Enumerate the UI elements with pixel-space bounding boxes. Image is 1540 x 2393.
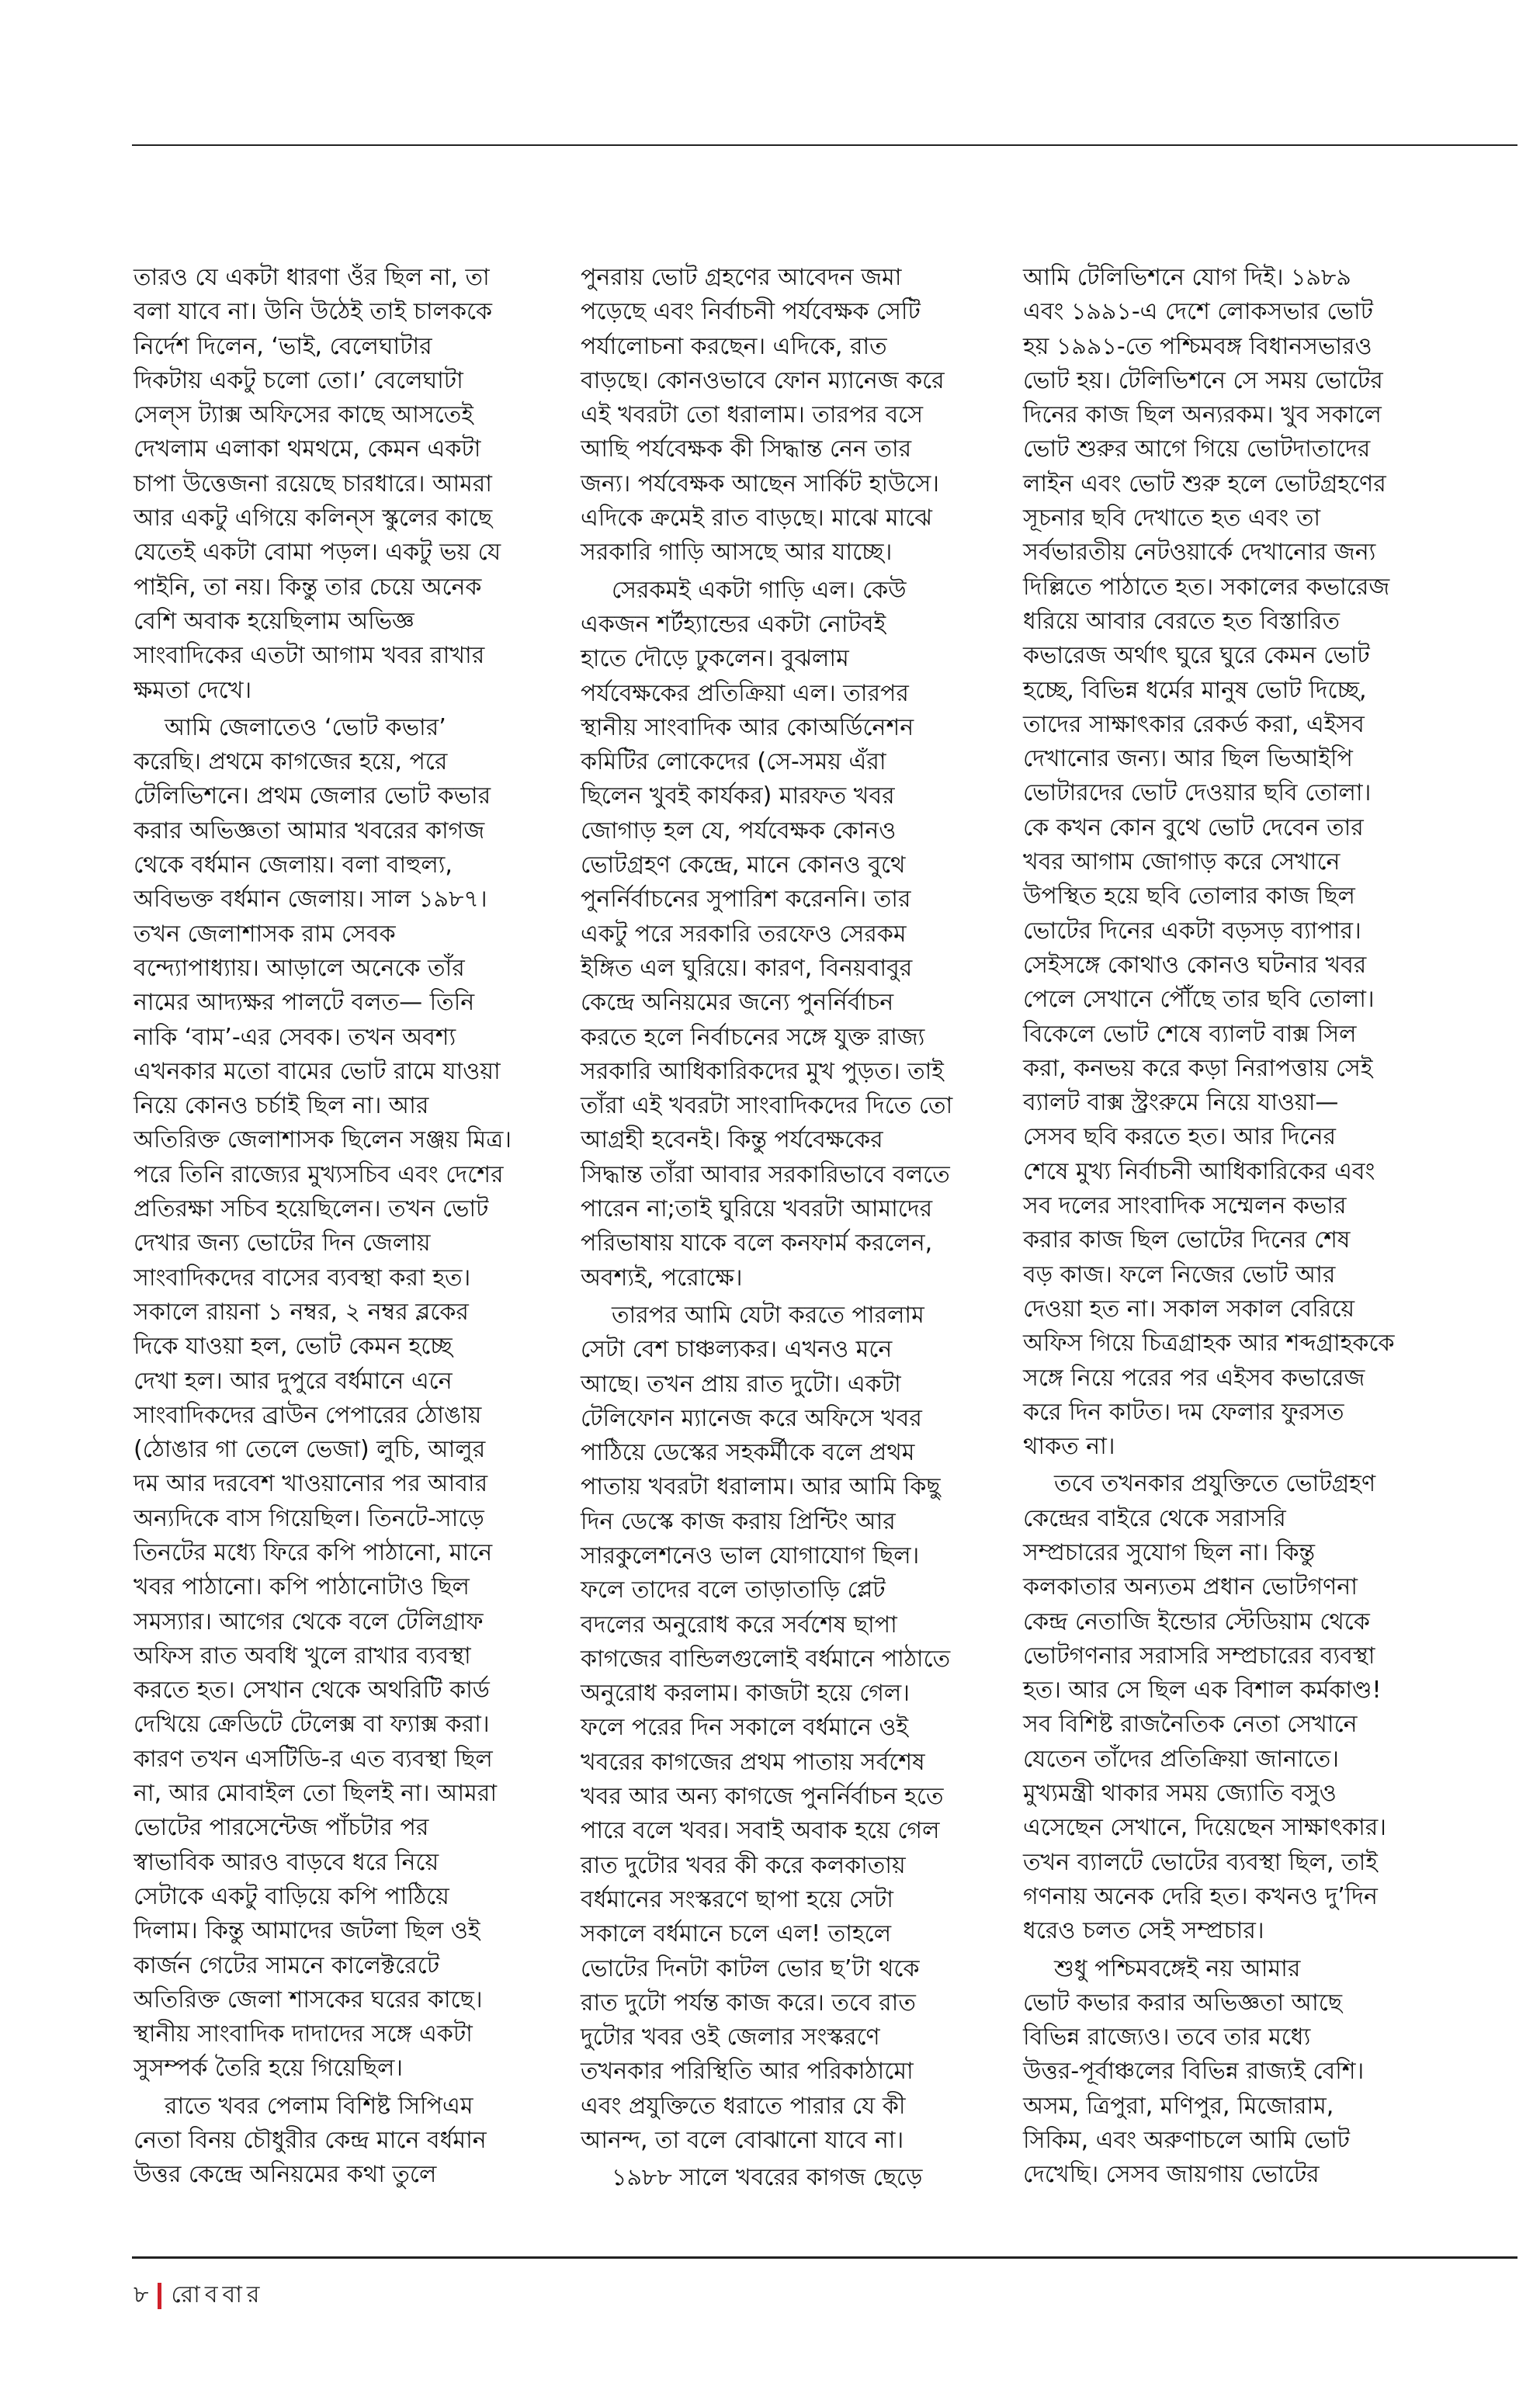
text-line: তারপর আমি যেটা করতে পারলাম [612, 1301, 924, 1329]
text-line: হত। আর সে ছিল এক বিশাল কর্মকাণ্ড! [1023, 1677, 1382, 1705]
text-line: করা, কনভয় করে কড়া নিরাপত্তায় সেই [1023, 1054, 1373, 1082]
text-line: সেটা বেশ চাঞ্চল্যকর। এখনও মনে [581, 1336, 893, 1364]
text-line: অনুরোধ করলাম। কাজটা হয়ে গেল। [581, 1680, 910, 1708]
text-line: খবর পাঠানো। কপি পাঠানোটাও ছিল [134, 1573, 470, 1601]
text-line: গণনায় অনেক দেরি হত। কখনও দু’দিন [1023, 1882, 1378, 1910]
text-line: পর্যবেক্ষকের প্রতিক্রিয়া এল। তারপর [581, 679, 909, 707]
text-line: দিন ডেস্কে কাজ করায় প্রিন্টিং আর [581, 1507, 896, 1535]
text-line: সেইসঙ্গে কোথাও কোনও ঘটনার খবর [1023, 951, 1367, 979]
paragraph [1023, 261, 1419, 1464]
text-line: আর একটু এগিয়ে কলিন্‌স স্কুলের কাছে [134, 505, 493, 532]
text-line: ধরিয়ে আবার বেরতে হত বিস্তারিত [1023, 607, 1341, 635]
header-rule [132, 144, 1517, 146]
paragraph [1023, 1467, 1419, 1948]
text-line: উত্তর কেন্দ্রে অনিয়মের কথা তুলে [134, 2161, 437, 2189]
text-line: অতিরিক্ত জেলা শাসকের ঘরের কাছে। [134, 1985, 483, 2013]
text-line: কারণ তখন এসটিডি-র এত ব্যবস্থা ছিল [134, 1745, 493, 1773]
text-line: তাঁরা এই খবরটা সাংবাদিকদের দিতে তো [581, 1092, 953, 1120]
text-line: এখনকার মতো বামের ভোট রামে যাওয়া [134, 1057, 501, 1085]
text-line: নিয়ে কোনও চর্চাই ছিল না। আর [134, 1092, 429, 1120]
text-line: নির্দেশ দিলেন, ‘ভাই, বেলেঘাটার [134, 332, 432, 360]
text-line: অবশ্যই, পরোক্ষে। [581, 1264, 743, 1292]
text-line: পরিভাষায় যাকে বলে কনফার্ম করলেন, [581, 1229, 933, 1257]
text-line: এদিকে ক্রমেই রাত বাড়ছে। মাঝে মাঝে [581, 505, 933, 532]
text-line: করার কাজ ছিল ভোটের দিনের শেষ [1023, 1226, 1351, 1254]
text-line: অন্যদিকে বাস গিয়েছিল। তিনটে-সাড়ে [134, 1504, 484, 1532]
text-line: ভোট শুরুর আগে গিয়ে ভোটদাতাদের [1023, 435, 1371, 463]
text-line: সঙ্গে নিয়ে পরের পর এইসব কভারেজ [1023, 1364, 1365, 1392]
text-line: লাইন এবং ভোট শুরু হলে ভোটগ্রহণের [1023, 470, 1386, 498]
text-line: কে কখন কোন বুথে ভোট দেবেন তার [1023, 813, 1364, 841]
text-line: একজন শর্টহ্যান্ডের একটা নোটবই [581, 610, 886, 638]
text-line: কেন্দ্রের বাইরে থেকে সরাসরি [1023, 1504, 1286, 1532]
text-line: ভোটগ্রহণ কেন্দ্রে, মানে কোনও বুথে [581, 851, 906, 879]
text-line: সকালে রায়না ১ নম্বর, ২ নম্বর ব্লকের [134, 1298, 469, 1326]
text-line: সেরকমই একটা গাড়ি এল। কেউ [612, 576, 907, 604]
paragraph [581, 574, 976, 1295]
text-line: রাতে খবর পেলাম বিশিষ্ট সিপিএম [165, 2092, 473, 2120]
text-line: ভোটগণনার সরাসরি সম্প্রচারের ব্যবস্থা [1023, 1642, 1375, 1670]
text-line: করতে হলে নির্বাচনের সঙ্গে যুক্ত রাজ্য [581, 1023, 925, 1051]
text-line: পাইনি, তা নয়। কিন্তু তার চেয়ে অনেক [134, 573, 482, 601]
text-line: অসম, ত্রিপুরা, মণিপুর, মিজোরাম, [1023, 2092, 1334, 2120]
text-line: এই খবরটা তো ধরালাম। তারপর বসে [581, 401, 924, 429]
text-line: ভোটের পারসেন্টেজ পাঁচটার পর [134, 1814, 429, 1842]
article-column-2 [581, 261, 976, 2196]
text-line: উত্তর-পূর্বাঞ্চলের বিভিন্ন রাজ্যই বেশি। [1023, 2058, 1365, 2086]
text-line: জোগাড় হল যে, পর্যবেক্ষক কোনও [581, 817, 897, 844]
text-line: সর্বভারতীয় নেটওয়ার্কে দেখানোর জন্য [1023, 539, 1376, 567]
text-line: তিনটের মধ্যে ফিরে কপি পাঠানো, মানে [134, 1538, 493, 1566]
text-line: বিকেলে ভোট শেষে ব্যালট বাক্স সিল [1023, 1020, 1357, 1048]
text-line: এবং ১৯৯১-এ দেশে লোকসভার ভোট [1023, 298, 1373, 326]
text-line: অতিরিক্ত জেলাশাসক ছিলেন সঞ্জয় মিত্র। [134, 1126, 512, 1154]
text-line: তারও যে একটা ধারণা ওঁর ছিল না, তা [134, 264, 490, 291]
text-line: আগ্রহী হবেনই। কিন্তু পর্যবেক্ষকের [581, 1126, 883, 1154]
text-line: খবরের কাগজের প্রথম পাতায় সর্বশেষ [581, 1748, 925, 1776]
text-line: দিলাম। কিন্তু আমাদের জটলা ছিল ওই [134, 1917, 480, 1945]
text-line: এবং প্রযুক্তিতে ধরাতে পারার যে কী [581, 2092, 906, 2120]
text-line: কেন্দ্র নেতাজি ইন্ডোর স্টেডিয়াম থেকে [1023, 1607, 1370, 1635]
text-line: সেটাকে একটু বাড়িয়ে কপি পাঠিয়ে [134, 1882, 449, 1910]
text-line: পাঠিয়ে ডেস্কের সহকর্মীকে বলে প্রথম [581, 1439, 915, 1467]
paragraph [581, 2161, 976, 2195]
text-line: যেতেই একটা বোমা পড়ল। একটু ভয় যে [134, 539, 501, 567]
text-line: সব দলের সাংবাদিক সম্মেলন কভার [1023, 1192, 1347, 1220]
text-line: সাংবাদিকদের বাসের ব্যবস্থা করা হত। [134, 1264, 471, 1292]
text-line: দেখিয়ে ক্রেডিটে টেলেক্স বা ফ্যাক্স করা। [134, 1711, 490, 1739]
text-line: পরে তিনি রাজ্যের মুখ্যসচিব এবং দেশের [134, 1160, 504, 1188]
text-line: বলা যাবে না। উনি উঠেই তাই চালককে [134, 298, 493, 326]
text-line: একটু পরে সরকারি তরফেও সেরকম [581, 920, 907, 948]
text-line: ফলে তাদের বলে তাড়াতাড়ি প্লেট [581, 1576, 886, 1604]
text-line: অবিভক্ত বর্ধমান জেলায়। সাল ১৯৮৭। [134, 886, 487, 914]
text-line: বিভিন্ন রাজ্যেও। তবে তার মধ্যে [1023, 2024, 1311, 2051]
text-line: দেখলাম এলাকা থমথমে, কেমন একটা [134, 435, 481, 463]
text-line: নাকি ‘বাম’-এর সেবক। তখন অবশ্য [134, 1023, 456, 1051]
text-line: টেলিফোন ম্যানেজ করে অফিসে খবর [581, 1404, 922, 1432]
text-line: নামের আদ্যক্ষর পালটে বলত— তিনি [134, 989, 475, 1017]
page-footer [134, 2276, 264, 2315]
text-line: এসেছেন সেখানে, দিয়েছেন সাক্ষাৎকার। [1023, 1814, 1387, 1842]
text-line: দিনের কাজ ছিল অন্যরকম। খুব সকালে [1023, 401, 1382, 429]
text-line: করে দিন কাটত। দম ফেলার ফুরসত [1023, 1398, 1344, 1426]
text-line: বদলের অনুরোধ করে সর্বশেষ ছাপা [581, 1611, 897, 1639]
text-line: খবর আগাম জোগাড় করে সেখানে [1023, 848, 1341, 876]
text-line: হচ্ছে, বিভিন্ন ধর্মের মানুষ ভোট দিচ্ছে, [1023, 676, 1367, 704]
text-line: বেশি অবাক হয়েছিলাম অভিজ্ঞ [134, 607, 414, 635]
text-line: সম্প্রচারের সুযোগ ছিল না। কিন্তু [1023, 1538, 1316, 1566]
text-line: সুসম্পর্ক তৈরি হয়ে গিয়েছিল। [134, 2055, 404, 2083]
text-line: তাদের সাক্ষাৎকার রেকর্ড করা, এইসব [1023, 710, 1365, 738]
text-line: পর্যালোচনা করছেন। এদিকে, রাত [581, 332, 887, 360]
text-line: ছিলেন খুবই কার্যকর) মারফত খবর [581, 782, 895, 810]
text-line: যেতেন তাঁদের প্রতিক্রিয়া জানাতে। [1023, 1745, 1340, 1773]
text-line: বড় কাজ। ফলে নিজের ভোট আর [1023, 1261, 1336, 1288]
text-line: কাগজের বান্ডিলগুলোই বর্ধমানে পাঠাতে [581, 1645, 951, 1673]
text-line: আছে। তখন প্রায় রাত দুটো। একটা [581, 1370, 901, 1398]
text-line: সারকুলেশনেও ভাল যোগাযোগ ছিল। [581, 1542, 920, 1569]
text-line: ভোটারদের ভোট দেওয়ার ছবি তোলা। [1023, 779, 1372, 807]
text-line: ভোটের দিনটা কাটল ভোর ছ’টা থকে [581, 1954, 920, 1982]
text-line: তখনকার পরিস্থিতি আর পরিকাঠামো [581, 2058, 914, 2086]
text-line: পুনরায় ভোট গ্রহণের আবেদন জমা [581, 264, 902, 291]
text-line: না, আর মোবাইল তো ছিলই না। আমরা [134, 1780, 498, 1808]
text-line: সিকিম, এবং অরুণাচলে আমি ভোট [1023, 2127, 1350, 2155]
footer-rule [132, 2256, 1517, 2259]
text-line: সেল্‌স ট্যাক্স অফিসের কাছে আসতেই [134, 401, 473, 429]
text-line: জন্য। পর্যবেক্ষক আছেন সার্কিট হাউসে। [581, 470, 940, 498]
paragraph [134, 2090, 529, 2193]
text-line: আছি পর্যবেক্ষক কী সিদ্ধান্ত নেন তার [581, 435, 912, 463]
text-line: সরকারি আধিকারিকদের মুখ পুড়ত। তাই [581, 1057, 944, 1085]
text-line: দেখা হল। আর দুপুরে বর্ধমানে এনে [134, 1367, 453, 1395]
paragraph [581, 1299, 976, 2158]
text-line: ১৯৮৮ সালে খবরের কাগজ ছেড়ে [612, 2164, 923, 2192]
magazine-name: রোববার [171, 2281, 265, 2308]
text-line: সকালে বর্ধমানে চলে এল! তাহলে [581, 1920, 892, 1948]
text-line: স্থানীয় সাংবাদিক দাদাদের সঙ্গে একটা [134, 2020, 473, 2048]
text-line: তবে তখনকার প্রযুক্তিতে ভোটগ্রহণ [1054, 1470, 1376, 1498]
article-column-3 [1023, 261, 1419, 2193]
text-line: দেখার জন্য ভোটের দিন জেলায় [134, 1229, 431, 1257]
text-line: উপস্থিত হয়ে ছবি তোলার কাজ ছিল [1023, 883, 1355, 910]
text-line: আমি টেলিভিশনে যোগ দিই। ১৯৮৯ [1023, 264, 1351, 291]
text-line: কলকাতার অন্যতম প্রধান ভোটগণনা [1023, 1573, 1358, 1601]
text-line: শুধু পশ্চিমবঙ্গেই নয় আমার [1054, 1954, 1301, 1982]
text-line: বর্ধমানের সংস্করণে ছাপা হয়ে সেটা [581, 1885, 893, 1913]
text-line: শেষে মুখ্য নির্বাচনী আধিকারিকের এবং [1023, 1157, 1375, 1185]
paragraph [134, 261, 529, 708]
text-line: সূচনার ছবি দেখাতে হত এবং তা [1023, 505, 1321, 532]
text-line: পারেন না;তাই ঘুরিয়ে খবরটা আমাদের [581, 1195, 933, 1223]
text-line: কমিটির লোকেদের (সে-সময় এঁরা [581, 748, 886, 776]
text-line: করেছি। প্রথমে কাগজের হয়ে, পরে [134, 748, 448, 776]
text-line: ইঙ্গিত এল ঘুরিয়ে। কারণ, বিনয়বাবুর [581, 954, 913, 982]
text-line: দিল্লিতে পাঠাতে হত। সকালের কভারেজ [1023, 573, 1390, 601]
text-line: নেতা বিনয় চৌধুরীর কেন্দ্র মানে বর্ধমান [134, 2127, 487, 2155]
text-line: তখন জেলাশাসক রাম সেবক [134, 920, 396, 948]
text-line: সরকারি গাড়ি আসছে আর যাচ্ছে। [581, 539, 893, 567]
paragraph [1023, 1952, 1419, 2193]
text-line: রাত দুটো পর্যন্ত কাজ করে। তবে রাত [581, 1989, 916, 2017]
page-number: ৮ [134, 2281, 149, 2308]
text-line: করার অভিজ্ঞতা আমার খবরের কাগজ [134, 817, 485, 844]
text-line: পারে বলে খবর। সবাই অবাক হয়ে গেল [581, 1817, 940, 1845]
text-line: স্বাভাবিক আরও বাড়বে ধরে নিয়ে [134, 1848, 439, 1876]
text-line: পুনর্নির্বাচনের সুপারিশ করেননি। তার [581, 886, 911, 914]
text-line: পড়েছে এবং নির্বাচনী পর্যবেক্ষক সেটি [581, 298, 921, 326]
text-line: বন্দ্যোপাধ্যায়। আড়ালে অনেকে তাঁর [134, 954, 465, 982]
text-line: রাত দুটোর খবর কী করে কলকাতায় [581, 1851, 906, 1879]
paragraph [581, 261, 976, 571]
text-line: অফিস গিয়ে চিত্রগ্রাহক আর শব্দগ্রাহককে [1023, 1330, 1395, 1358]
text-line: খবর আর অন্য কাগজে পুনর্নির্বাচন হতে [581, 1783, 944, 1811]
text-line: দেওয়া হত না। সকাল সকাল বেরিয়ে [1023, 1295, 1355, 1323]
text-line: ভোট হয়। টেলিভিশনে সে সময় ভোটের [1023, 366, 1383, 394]
text-line: প্রতিরক্ষা সচিব হয়েছিলেন। তখন ভোট [134, 1195, 489, 1223]
footer-separator-bar [158, 2283, 161, 2309]
text-line: আমি জেলাতেও ‘ভোট কভার’ [165, 713, 446, 741]
text-line: হয় ১৯৯১-তে পশ্চিমবঙ্গ বিধানসভারও [1023, 332, 1372, 360]
text-line: চাপা উত্তেজনা রয়েছে চারধারে। আমরা [134, 470, 492, 498]
text-line: ধরেও চলত সেই সম্প্রচার। [1023, 1917, 1264, 1945]
text-line: সাংবাদিকদের ব্রাউন পেপারের ঠোঙায় [134, 1401, 482, 1429]
text-line: সাংবাদিকের এতটা আগাম খবর রাখার [134, 642, 485, 670]
text-line: ভোট কভার করার অভিজ্ঞতা আছে [1023, 1989, 1343, 2017]
text-line: ভোটের দিনের একটা বড়সড় ব্যাপার। [1023, 917, 1361, 945]
text-line: ফলে পরের দিন সকালে বর্ধমানে ওই [581, 1714, 909, 1742]
text-line: পেলে সেখানে পৌঁছে তার ছবি তোলা। [1023, 986, 1375, 1014]
text-line: ব্যালট বাক্স স্ট্রংরুমে নিয়ে যাওয়া— [1023, 1089, 1339, 1117]
text-line: স্থানীয় সাংবাদিক আর কোঅর্ডিনেশন [581, 713, 914, 741]
text-line: ক্ষমতা দেখে। [134, 676, 252, 704]
text-line: দিকে যাওয়া হল, ভোট কেমন হচ্ছে [134, 1333, 453, 1361]
text-line: পাতায় খবরটা ধরালাম। আর আমি কিছু [581, 1473, 941, 1501]
text-line: দেখেছি। সেসব জায়গায় ভোটের [1023, 2161, 1320, 2189]
text-line: হাতে দৌড়ে ঢুকলেন। বুঝলাম [581, 645, 849, 673]
text-line: সিদ্ধান্ত তাঁরা আবার সরকারিভাবে বলতে [581, 1160, 950, 1188]
text-line: দেখানোর জন্য। আর ছিল ভিআইপি [1023, 745, 1353, 773]
text-line: দুটোর খবর ওই জেলার সংস্করণে [581, 2024, 880, 2051]
text-line: আনন্দ, তা বলে বোঝানো যাবে না। [581, 2127, 904, 2155]
text-line: কভারেজ অর্থাৎ ঘুরে ঘুরে কেমন ভোট [1023, 642, 1370, 670]
text-line: কেন্দ্রে অনিয়মের জন্যে পুনর্নির্বাচন [581, 989, 894, 1017]
text-line: দিকটায় একটু চলো তো।’ বেলেঘাটা [134, 366, 463, 394]
text-line: থাকত না। [1023, 1433, 1115, 1461]
text-line: (ঠোঙার গা তেলে ভেজা) লুচি, আলুর [134, 1436, 486, 1464]
paragraph [134, 711, 529, 2086]
text-line: বাড়ছে। কোনওভাবে ফোন ম্যানেজ করে [581, 366, 945, 394]
text-line: কার্জন গেটের সামনে কালেক্টরেটে [134, 1951, 440, 1979]
text-line: অফিস রাত অবধি খুলে রাখার ব্যবস্থা [134, 1642, 471, 1670]
text-line: সেসব ছবি করতে হত। আর দিনের [1023, 1123, 1336, 1151]
text-line: থেকে বর্ধমান জেলায়। বলা বাহুল্য, [134, 851, 453, 879]
article-column-1 [134, 261, 529, 2193]
text-line: সব বিশিষ্ট রাজনৈতিক নেতা সেখানে [1023, 1711, 1358, 1739]
text-line: তখন ব্যালটে ভোটের ব্যবস্থা ছিল, তাই [1023, 1848, 1378, 1876]
text-line: মুখ্যমন্ত্রী থাকার সময় জ্যোতি বসুও [1023, 1780, 1337, 1808]
text-line: দম আর দরবেশ খাওয়ানোর পর আবার [134, 1470, 488, 1498]
text-line: করতে হত। সেখান থেকে অথরিটি কার্ড [134, 1677, 490, 1705]
text-line: টেলিভিশনে। প্রথম জেলার ভোট কভার [134, 782, 491, 810]
text-line: সমস্যার। আগের থেকে বলে টেলিগ্রাফ [134, 1607, 484, 1635]
